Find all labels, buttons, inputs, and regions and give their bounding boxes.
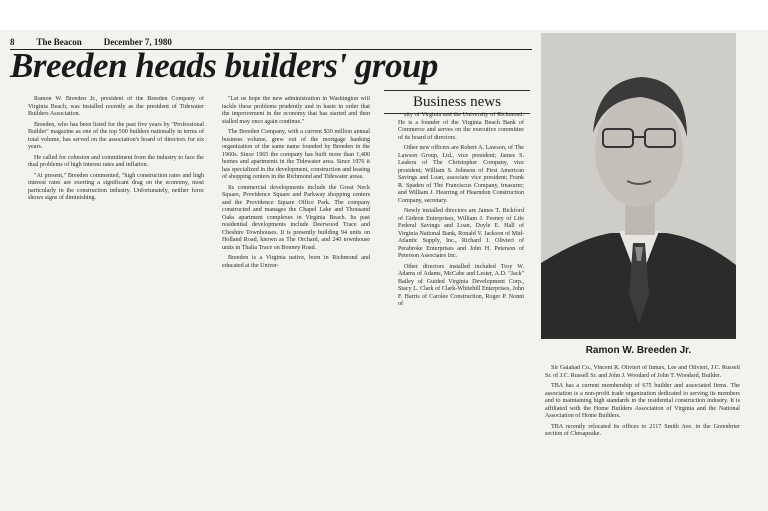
- paragraph: "At present," Breeden commented, "high construction rates and high interest rates are exerting a significant drag on the economy, most particularly in the construction industry. Unfortunately, neither force shows signs of diminishing.: [28, 172, 204, 201]
- paragraph: Other new officers are Robert A. Lawson, of The Lawson Group, Ltd., vice president; James S. Leakou of The Christopher Company, vice president; William S. Johnson of First American Savings and Loan, associate vice president; Frank R. Spaden of The Franciscus Company, treasurer; and William J. Hearring of Hearndon Construction Company, secretary.: [398, 145, 524, 204]
- paper-name: The Beacon: [36, 37, 82, 47]
- article-column-2: [222, 96, 370, 421]
- paragraph: Newly installed directors are James T. Bickford of Gideon Enterprises, William J. Feeney of Life Federal Savings and Loan, Doyle E. Hall of Virginia National Bank, Ronald V. Jackson of Mid-Atlantic Supply, Inc., Richard J. Olivieri of Perabroke Enterprises and John H. Peterson of Peterson Associates Inc.: [398, 208, 524, 259]
- photo-caption: Ramon W. Breeden Jr.: [585, 345, 692, 356]
- paragraph: Sir Galahad Co., Vincent R. Olivieri of Inmax, Lee and Olivieri, J.C. Russell Sr. of J.C. Russell Sr. and John J. Woodard of John T. Woodard, Builder.: [545, 365, 740, 379]
- paragraph: The Breeden Company, with a current $30 million annual business volume, grew out of the mortgage banking organization of the same name founded by Breeden in the 1960s. Since 1965 the company has built more than 1,400 homes and apartments in the Tidewater area. Since 1976 it has specialized in the development, construction and leasing of shopping centers in the Richmond and Tidewater areas.: [222, 129, 370, 180]
- paragraph: "Let us hope the new administration in Washington will tackle these problems prudently and in haste in order that the improvement in the economy that has started and then stalled may once again continue.": [222, 96, 370, 125]
- paragraph: Other directors installed included Troy W. Adams of Adams, McCabe and Lester, A.D. "Jack" Bailey of Guided Virginia Development Corp., Stacy L. Clark of Clark-Whitehill Enterprises, John F. Harris of Carolee Construction, Roger P. Nonni of: [398, 263, 524, 307]
- article-column-4: [545, 365, 740, 505]
- page-number: 8: [10, 37, 15, 47]
- article-column-3: [398, 112, 524, 506]
- paragraph: TBA recently relocated its offices to 2117 Smith Ave. in the Greenbrier section of Chesapeake.: [545, 423, 740, 437]
- paragraph: sity of Virginia and the University of Richmond. He is a founder of the Virginia Beach Bank of Commerce and serves on the executive committee of its board of directors.: [398, 112, 524, 141]
- paragraph: He called for cohesion and commitment from the industry to face the dual problems of high interest rates and inflation.: [28, 154, 204, 168]
- paragraph: Its commercial developments include the Great Neck Square, Providence Square and Parkway shopping centers and the Providence Square Office Park. The company constructed and manages the Chapel Lake and Thousand Oaks apartment complexes in Virginia Beach. Its past residential developments include Deerwood Trace and Cheshire Townhouses. It is presently building 94 units on Holland Road, known as The Orchard, and 240 townhouse units in Thalia Trace on Bonney Road.: [222, 184, 370, 251]
- portrait-illustration: [541, 33, 736, 339]
- paragraph: TBA has a current membership of 675 builder and associated firms. The association is a non-profit trade organization dedicated to serving its members and to maintaining high standards in the residential construction industry. It is affiliated with the Home Builders Association of Virginia and the National Association of Home Builders.: [545, 383, 740, 419]
- paragraph: Ramon W. Breeden Jr., president of the Breeden Company of Virginia Beach, was installed recently as the president of Tidewater Builders Association.: [28, 96, 204, 117]
- paragraph: Breeden is a Virginia native, born in Richmond and educated at the Univer-: [222, 255, 370, 269]
- portrait-photo: [541, 33, 736, 339]
- issue-date: December 7, 1980: [103, 37, 172, 47]
- section-heading: Business news: [384, 90, 530, 114]
- article-column-1: [28, 96, 204, 276]
- headline: Breeden heads builders' group: [10, 46, 438, 85]
- paragraph: Breeden, who has been listed for the past five years by "Professional Builder" magazine as one of the top 500 builders nationally in terms of total volume, has served on the association's board of directors for six years.: [28, 121, 204, 150]
